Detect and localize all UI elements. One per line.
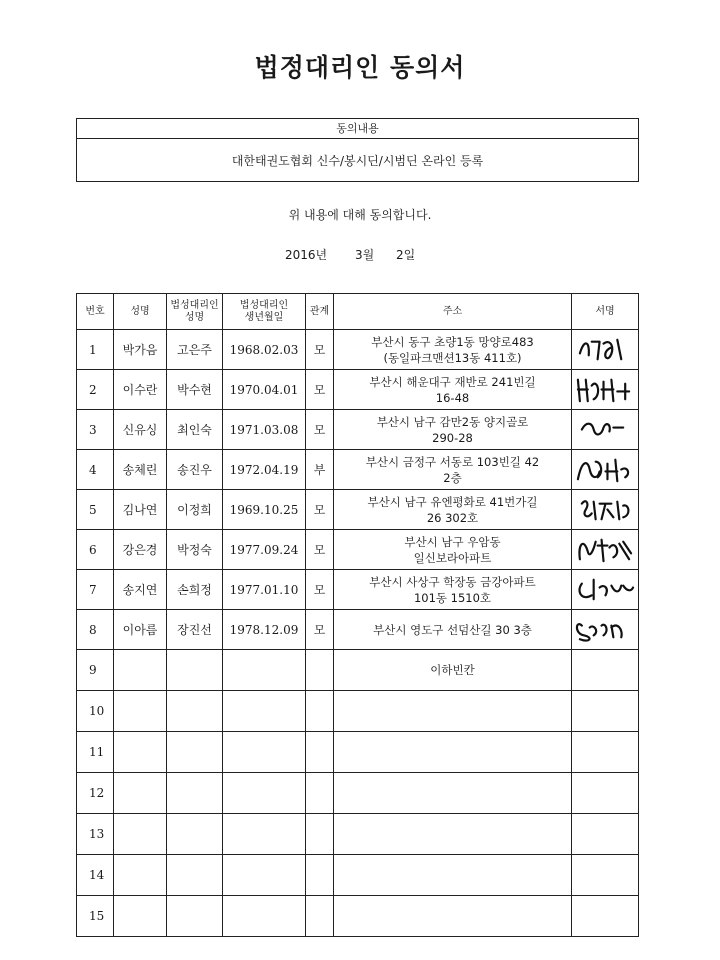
signature-cell bbox=[572, 450, 639, 490]
guardian-birthdate: 1970.04.01 bbox=[223, 370, 306, 410]
relation: 모 bbox=[306, 410, 334, 450]
table-header-row bbox=[77, 294, 639, 330]
address-line: 부산시 사상구 학장동 금강아파트 bbox=[369, 574, 536, 589]
handwritten-signature bbox=[572, 410, 638, 449]
address-line: 16-48 bbox=[435, 390, 470, 405]
guardian-birthdate: 1971.03.08 bbox=[223, 410, 306, 450]
header-name: 성명 bbox=[114, 294, 167, 330]
member-name: 신유싱 bbox=[114, 410, 167, 450]
header-relation: 관계 bbox=[306, 294, 334, 330]
row-number: 15 bbox=[77, 896, 114, 937]
consent-header: 동의내용 bbox=[77, 119, 638, 139]
table-row bbox=[77, 410, 639, 450]
guardian-name: 최인숙 bbox=[167, 410, 223, 450]
address bbox=[334, 330, 572, 370]
guardian-birthdate bbox=[223, 732, 306, 773]
signature-cell bbox=[572, 773, 639, 814]
header-rep-birth-line2: 생년월일 bbox=[244, 311, 284, 323]
address bbox=[334, 896, 572, 937]
table-row bbox=[77, 450, 639, 490]
signature-cell bbox=[572, 650, 639, 691]
guardian-birthdate: 1972.04.19 bbox=[223, 450, 306, 490]
row-number: 7 bbox=[77, 570, 114, 610]
date-day: 2일 bbox=[396, 248, 416, 262]
consent-content-box bbox=[76, 118, 639, 182]
member-name: 이아름 bbox=[114, 610, 167, 650]
row-number: 13 bbox=[77, 814, 114, 855]
member-name bbox=[114, 773, 167, 814]
address-line: 부산시 남구 감만2동 양지골로 bbox=[376, 414, 529, 429]
header-no: 번호 bbox=[77, 294, 114, 330]
guardian-name bbox=[167, 814, 223, 855]
row-number: 1 bbox=[77, 330, 114, 370]
guardian-birthdate: 1977.09.24 bbox=[223, 530, 306, 570]
relation: 모 bbox=[306, 490, 334, 530]
handwritten-signature bbox=[572, 570, 638, 609]
header-address: 주소 bbox=[334, 294, 572, 330]
guardian-birthdate bbox=[223, 814, 306, 855]
handwritten-signature bbox=[572, 530, 638, 569]
guardian-name: 고은주 bbox=[167, 330, 223, 370]
relation: 모 bbox=[306, 370, 334, 410]
relation: 모 bbox=[306, 530, 334, 570]
signature-cell bbox=[572, 330, 639, 370]
table-row bbox=[77, 370, 639, 410]
header-rep-name-line1: 법성대리인 bbox=[170, 299, 219, 311]
header-rep-birth-line1: 법성대리인 bbox=[239, 299, 289, 311]
guardian-birthdate bbox=[223, 773, 306, 814]
table-row bbox=[77, 814, 639, 855]
row-number: 2 bbox=[77, 370, 114, 410]
guardian-birthdate: 1977.01.10 bbox=[223, 570, 306, 610]
row-number: 11 bbox=[77, 732, 114, 773]
table-row bbox=[77, 530, 639, 570]
handwritten-signature bbox=[572, 450, 638, 489]
address-line: 26 302호 bbox=[426, 510, 479, 525]
signature-stroke bbox=[578, 460, 628, 481]
address bbox=[334, 570, 572, 610]
date-month: 3월 bbox=[355, 248, 375, 262]
address bbox=[334, 691, 572, 732]
address-line: 부산시 남구 우암동 bbox=[404, 534, 501, 549]
signature-stroke bbox=[577, 624, 622, 640]
table-row bbox=[77, 773, 639, 814]
handwritten-signature bbox=[572, 610, 638, 649]
handwritten-signature bbox=[572, 370, 638, 409]
table-row bbox=[77, 896, 639, 937]
member-name: 강은경 bbox=[114, 530, 167, 570]
address bbox=[334, 410, 572, 450]
agreement-statement: 위 내용에 대해 동의합니다. bbox=[288, 208, 432, 222]
row-number: 8 bbox=[77, 610, 114, 650]
guardian-birthdate bbox=[223, 896, 306, 937]
relation bbox=[306, 650, 334, 691]
signature-cell bbox=[572, 855, 639, 896]
address bbox=[334, 610, 572, 650]
member-name: 송지연 bbox=[114, 570, 167, 610]
row-number: 14 bbox=[77, 855, 114, 896]
address-line: 290-28 bbox=[432, 430, 473, 445]
member-name bbox=[114, 650, 167, 691]
consent-body: 대한태권도협회 신수/봉시딘/시범딘 온라인 등록 bbox=[231, 154, 484, 168]
guardian-table bbox=[76, 293, 639, 937]
table-row bbox=[77, 610, 639, 650]
table-row bbox=[77, 650, 639, 691]
relation bbox=[306, 691, 334, 732]
row-number: 10 bbox=[77, 691, 114, 732]
address: 이하빈칸 bbox=[334, 650, 572, 691]
address-line: 부산시 금정구 서동로 103빈길 42 bbox=[365, 454, 540, 469]
row-number: 3 bbox=[77, 410, 114, 450]
address-line: 부산시 해운대구 재반로 241빈길 bbox=[369, 374, 536, 389]
guardian-name bbox=[167, 650, 223, 691]
relation bbox=[306, 773, 334, 814]
signature-cell bbox=[572, 570, 639, 610]
guardian-name bbox=[167, 773, 223, 814]
member-name bbox=[114, 896, 167, 937]
guardian-name: 박정숙 bbox=[167, 530, 223, 570]
table-row bbox=[77, 330, 639, 370]
address bbox=[334, 530, 572, 570]
handwritten-signature bbox=[572, 490, 638, 529]
signature-stroke bbox=[579, 580, 633, 600]
guardian-name bbox=[167, 855, 223, 896]
header-rep-name bbox=[167, 294, 223, 330]
signature-cell bbox=[572, 732, 639, 773]
guardian-name: 박수현 bbox=[167, 370, 223, 410]
guardian-birthdate: 1969.10.25 bbox=[223, 490, 306, 530]
relation: 부 bbox=[306, 450, 334, 490]
signature-cell bbox=[572, 691, 639, 732]
address bbox=[334, 450, 572, 490]
member-name bbox=[114, 691, 167, 732]
document-title: 법정대리인 동의서 bbox=[254, 53, 466, 82]
table-row bbox=[77, 570, 639, 610]
signature-cell bbox=[572, 410, 639, 450]
signature-cell bbox=[572, 370, 639, 410]
address bbox=[334, 370, 572, 410]
address-line: 2층 bbox=[443, 470, 462, 485]
row-number: 4 bbox=[77, 450, 114, 490]
table-row bbox=[77, 490, 639, 530]
signature-cell bbox=[572, 814, 639, 855]
signature-stroke bbox=[582, 501, 629, 519]
relation: 모 bbox=[306, 330, 334, 370]
header-rep-name-line2: 성명 bbox=[184, 311, 205, 323]
guardian-birthdate bbox=[223, 650, 306, 691]
signature-cell bbox=[572, 490, 639, 530]
address-line: 부산시 영도구 선덤산길 30 3층 bbox=[373, 622, 532, 637]
signature-cell bbox=[572, 896, 639, 937]
address bbox=[334, 855, 572, 896]
relation bbox=[306, 855, 334, 896]
member-name bbox=[114, 732, 167, 773]
guardian-name bbox=[167, 896, 223, 937]
member-name: 김나연 bbox=[114, 490, 167, 530]
signature-cell bbox=[572, 530, 639, 570]
member-name bbox=[114, 855, 167, 896]
relation bbox=[306, 896, 334, 937]
date-year: 2016년 bbox=[285, 248, 328, 262]
header-rep-birth bbox=[223, 294, 306, 330]
guardian-birthdate bbox=[223, 855, 306, 896]
signature-stroke bbox=[580, 340, 621, 360]
signature-stroke bbox=[578, 380, 629, 401]
relation: 모 bbox=[306, 570, 334, 610]
address-line: (동일파크맨션13동 411호) bbox=[383, 350, 522, 365]
address-line: 일신보라아파트 bbox=[413, 550, 492, 565]
member-name: 이수란 bbox=[114, 370, 167, 410]
header-signature: 서명 bbox=[572, 294, 639, 330]
address-line: 부산시 동구 초량1동 망양로483 bbox=[371, 334, 534, 349]
table-row bbox=[77, 855, 639, 896]
address bbox=[334, 490, 572, 530]
table-row bbox=[77, 691, 639, 732]
handwritten-signature bbox=[572, 330, 638, 369]
table-row bbox=[77, 732, 639, 773]
row-number: 6 bbox=[77, 530, 114, 570]
row-number: 12 bbox=[77, 773, 114, 814]
row-number: 5 bbox=[77, 490, 114, 530]
relation bbox=[306, 732, 334, 773]
guardian-birthdate: 1978.12.09 bbox=[223, 610, 306, 650]
address-line: 101동 1510호 bbox=[413, 590, 492, 605]
guardian-birthdate bbox=[223, 691, 306, 732]
address bbox=[334, 732, 572, 773]
address bbox=[334, 773, 572, 814]
address-line: 부산시 남구 유엔평화로 41번가길 bbox=[367, 494, 538, 509]
guardian-name bbox=[167, 732, 223, 773]
signature-stroke bbox=[582, 424, 623, 435]
guardian-name: 장진선 bbox=[167, 610, 223, 650]
relation bbox=[306, 814, 334, 855]
guardian-name: 송진우 bbox=[167, 450, 223, 490]
guardian-name: 이정희 bbox=[167, 490, 223, 530]
signature-stroke bbox=[579, 540, 631, 561]
address bbox=[334, 814, 572, 855]
member-name bbox=[114, 814, 167, 855]
guardian-birthdate: 1968.02.03 bbox=[223, 330, 306, 370]
guardian-name: 손희정 bbox=[167, 570, 223, 610]
signature-cell bbox=[572, 610, 639, 650]
relation: 모 bbox=[306, 610, 334, 650]
member-name: 송체린 bbox=[114, 450, 167, 490]
member-name: 박가음 bbox=[114, 330, 167, 370]
guardian-name bbox=[167, 691, 223, 732]
row-number: 9 bbox=[77, 650, 114, 691]
